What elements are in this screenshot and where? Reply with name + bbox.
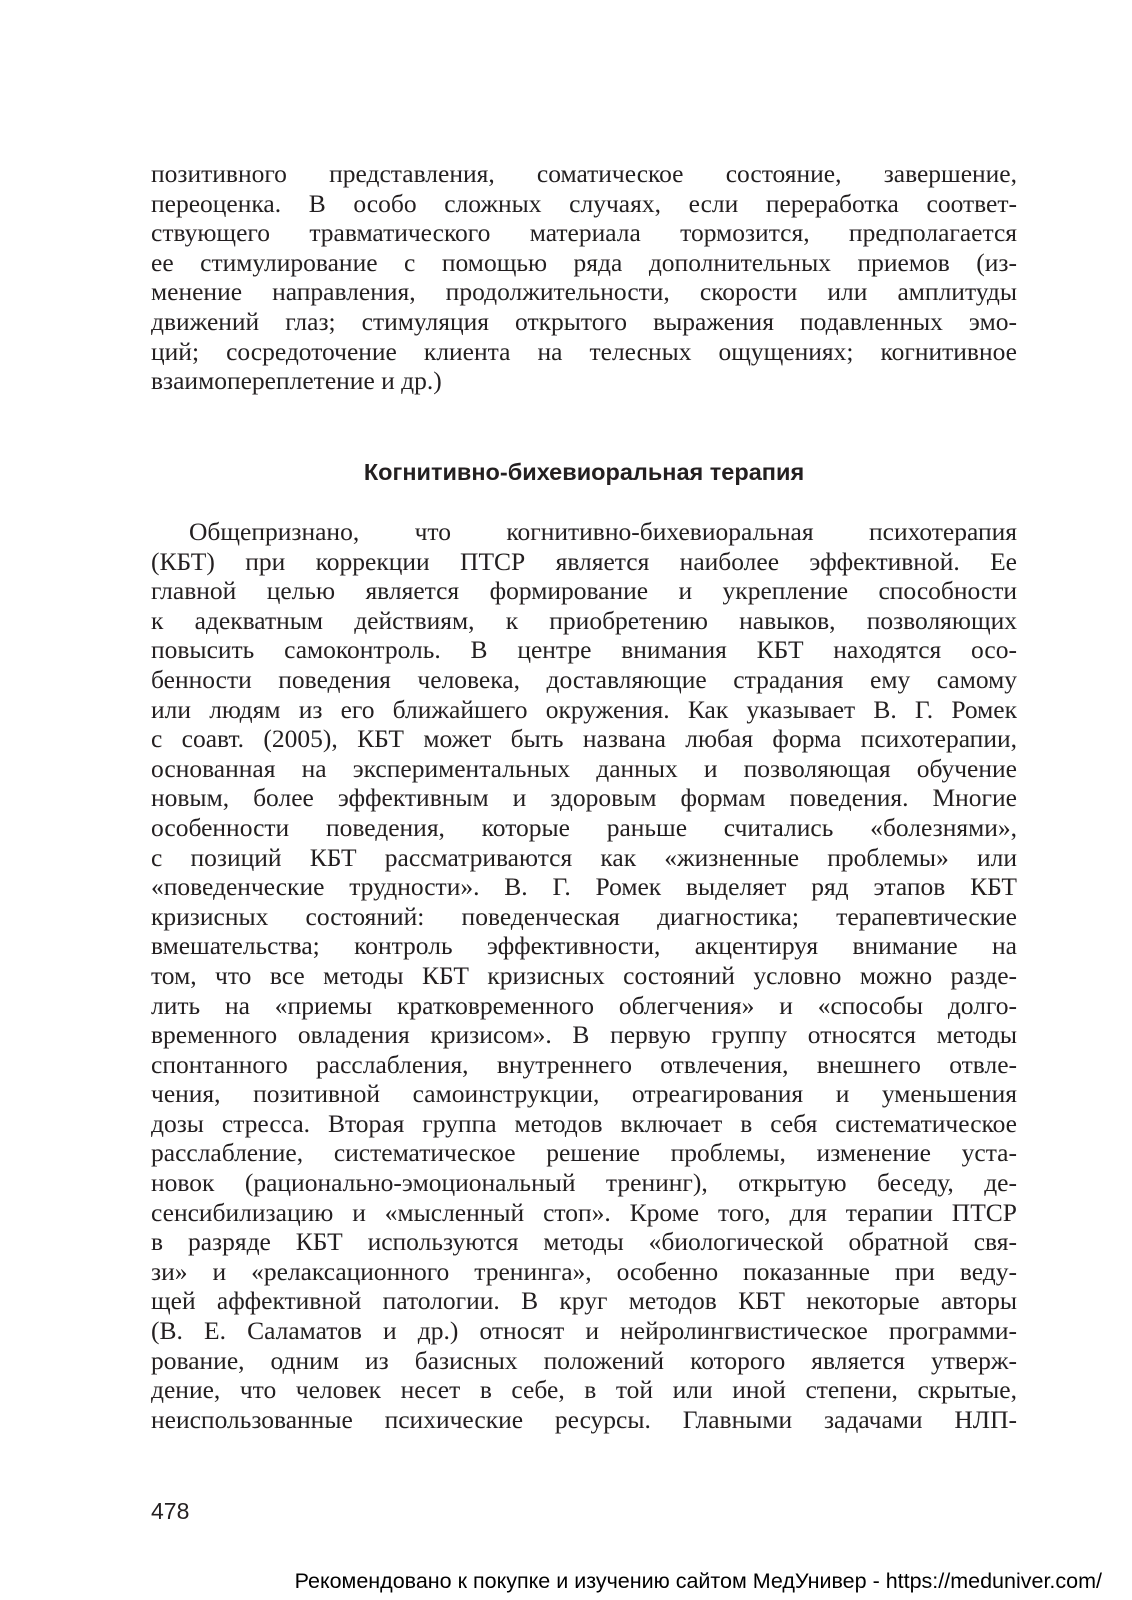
paragraph-line: (В. Е. Саламатов и др.) относят и нейролингвистическое программи- bbox=[151, 1316, 1017, 1346]
paragraph-line: повысить самоконтроль. В центре внимания КБТ находятся осо- bbox=[151, 635, 1017, 665]
paragraph-line: менение направления, продолжительности, скорости или амплитуды bbox=[151, 277, 1017, 307]
main-paragraph bbox=[151, 517, 1017, 1434]
footer-watermark-text: Рекомендовано к покупке и изучению сайтом МедУнивер - https://meduniver.com/ bbox=[294, 1569, 1102, 1593]
paragraph-line: сенсибилизацию и «мысленный стоп». Кроме того, для терапии ПТСР bbox=[151, 1197, 1017, 1227]
paragraph-line: спонтанного расслабления, внутреннего отвлечения, внешнего отвле- bbox=[151, 1049, 1017, 1079]
paragraph-line: ций; сосредоточение клиента на телесных ощущениях; когнитивное bbox=[151, 336, 1017, 366]
paragraph-line: главной целью является формирование и укрепление способности bbox=[151, 576, 1017, 606]
paragraph-line: дозы стресса. Вторая группа методов включает в себя систематическое bbox=[151, 1108, 1017, 1138]
paragraph-line: ствующего травматического материала тормозится, предполагается bbox=[151, 218, 1017, 248]
paragraph-line: новок (рационально-эмоциональный тренинг), открытую беседу, де- bbox=[151, 1168, 1017, 1198]
paragraph-line: дение, что человек несет в себе, в той или иной степени, скрытые, bbox=[151, 1375, 1017, 1405]
paragraph-line: позитивного представления, соматическое состояние, завершение, bbox=[151, 159, 1017, 188]
paragraph-line: к адекватным действиям, к приобретению навыков, позволяющих bbox=[151, 605, 1017, 635]
paragraph-line: лить на «приемы кратковременного облегчения» и «способы долго- bbox=[151, 990, 1017, 1020]
paragraph-line: ее стимулирование с помощью ряда дополнительных приемов (из- bbox=[151, 247, 1017, 277]
continuation-paragraph bbox=[151, 159, 1017, 396]
paragraph-line: зи» и «релаксационного тренинга», особенно показанные при веду- bbox=[151, 1256, 1017, 1286]
paragraph-line: «поведенческие трудности». В. Г. Ромек выделяет ряд этапов КБТ bbox=[151, 872, 1017, 902]
paragraph-line: основанная на экспериментальных данных и позволяющая обучение bbox=[151, 753, 1017, 783]
paragraph-line: рование, одним из базисных положений которого является утверж- bbox=[151, 1345, 1017, 1375]
section-heading: Когнитивно-бихевиоральная терапия bbox=[363, 459, 805, 485]
paragraph-line: временного овладения кризисом». В первую группу относятся методы bbox=[151, 1020, 1017, 1050]
paragraph-line: расслабление, систематическое решение проблемы, изменение уста- bbox=[151, 1138, 1017, 1168]
paragraph-line: с соавт. (2005), КБТ может быть названа любая форма психотерапии, bbox=[151, 724, 1017, 754]
paragraph-line: щей аффективной патологии. В круг методов КБТ некоторые авторы bbox=[151, 1286, 1017, 1316]
paragraph-line: переоценка. В особо сложных случаях, если переработка соответ- bbox=[151, 188, 1017, 218]
paragraph-line: или людям из его ближайшего окружения. Как указывает В. Г. Ромек bbox=[151, 694, 1017, 724]
paragraph-line: особенности поведения, которые раньше считались «болезнями», bbox=[151, 812, 1017, 842]
paragraph-line: том, что все методы КБТ кризисных состояний условно можно разде- bbox=[151, 960, 1017, 990]
paragraph-line: в разряде КБТ используются методы «биологической обратной свя- bbox=[151, 1227, 1017, 1257]
paragraph-line: взаимопереплетение и др.) bbox=[151, 366, 442, 396]
paragraph-line: чения, позитивной самоинструкции, отреагирования и уменьшения bbox=[151, 1079, 1017, 1109]
paragraph-line: движений глаз; стимуляция открытого выражения подавленных эмо- bbox=[151, 306, 1017, 336]
paragraph-line: Общепризнано, что когнитивно-бихевиоральная психотерапия bbox=[189, 517, 1017, 546]
page-number: 478 bbox=[151, 1498, 190, 1524]
paragraph-line: новым, более эффективным и здоровым формам поведения. Многие bbox=[151, 783, 1017, 813]
paragraph-line: неиспользованные психические ресурсы. Главными задачами НЛП- bbox=[151, 1404, 1017, 1434]
paragraph-line: кризисных состояний: поведенческая диагностика; терапевтические bbox=[151, 901, 1017, 931]
paragraph-line: с позиций КБТ рассматриваются как «жизненные проблемы» или bbox=[151, 842, 1017, 872]
paragraph-line: бенности поведения человека, доставляющие страдания ему самому bbox=[151, 664, 1017, 694]
paragraph-line: (КБТ) при коррекции ПТСР является наиболее эффективной. Ее bbox=[151, 546, 1017, 576]
paragraph-line: вмешательства; контроль эффективности, акцентируя внимание на bbox=[151, 931, 1017, 961]
